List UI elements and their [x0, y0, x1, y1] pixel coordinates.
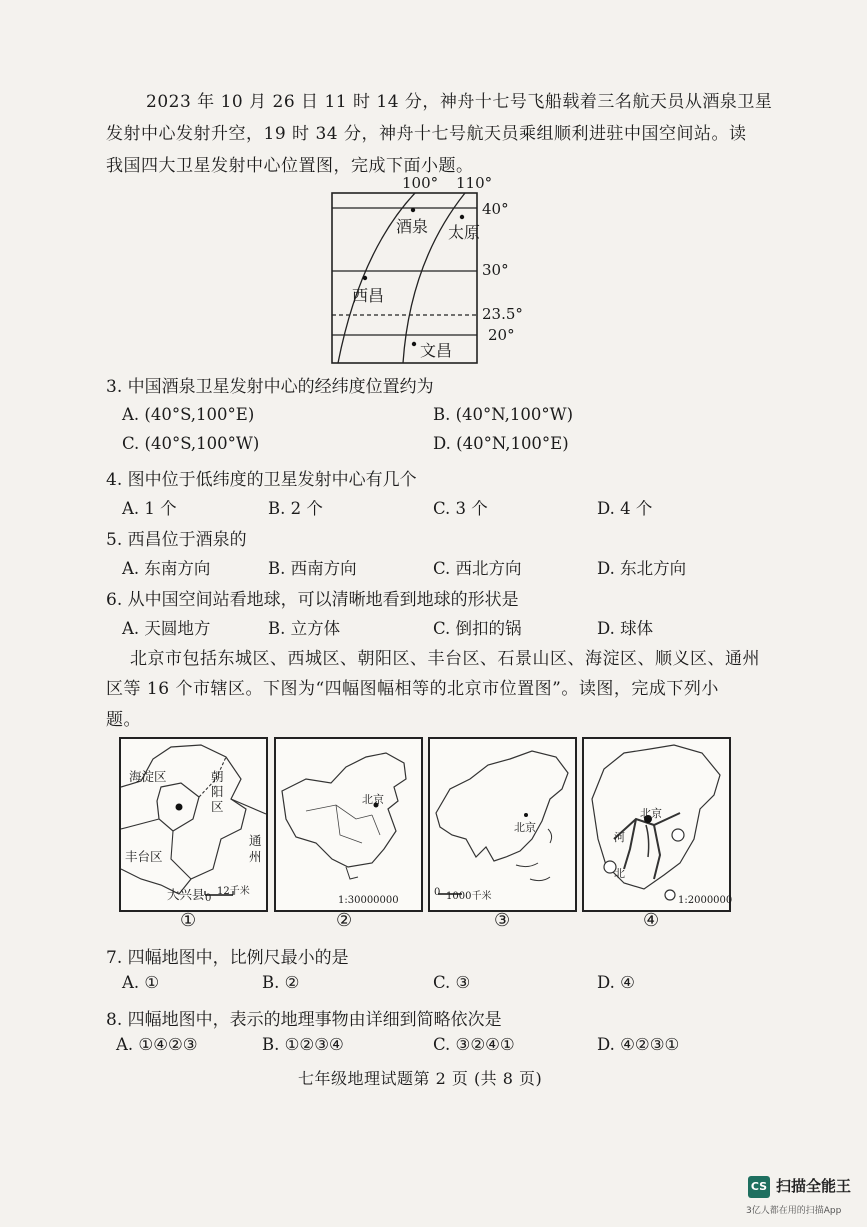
q8-option-d[interactable]: D. ④②③①	[597, 1035, 680, 1054]
he-label: 河	[614, 831, 625, 844]
chaoyang-label: 朝阳区	[211, 769, 224, 814]
q7-option-b[interactable]: B. ②	[262, 973, 300, 992]
scale-label-2: 1:30000000	[338, 895, 399, 906]
lat-20-label: 20°	[488, 326, 515, 344]
intro-line-3: 我国四大卫星发射中心位置图，完成下面小题。	[106, 156, 474, 176]
scanner-logo-icon: CS	[748, 1176, 770, 1198]
q7-option-a[interactable]: A. ①	[122, 973, 160, 992]
tongzhou-label-2: 州	[249, 849, 262, 864]
q4-option-c[interactable]: C. 3 个	[433, 499, 488, 518]
q5-option-c[interactable]: C. 西北方向	[433, 559, 522, 578]
scale-label-4: 1:2000000	[678, 895, 733, 906]
q6-option-d[interactable]: D. 球体	[597, 619, 654, 638]
tongzhou-label-1: 通	[249, 833, 262, 848]
scale-label-1: 12千米	[217, 886, 250, 897]
map-caption-3: ③	[494, 910, 511, 931]
lon-110-label: 110°	[456, 174, 493, 192]
taiyuan-label: 太原	[448, 223, 481, 242]
q3-option-d[interactable]: D. (40°N,100°E)	[433, 434, 569, 453]
lat-23-5-label: 23.5°	[482, 305, 523, 323]
scale-zero-label-3: 0	[434, 887, 441, 898]
intro2-line-1: 北京市包括东城区、西城区、朝阳区、丰台区、石景山区、海淀区、顺义区、通州	[130, 649, 760, 669]
q3-option-b[interactable]: B. (40°N,100°W)	[433, 405, 574, 424]
asia-map-graphic	[430, 739, 575, 910]
launch-center-map	[330, 172, 530, 367]
map-caption-1: ①	[180, 910, 197, 931]
map-caption-2: ②	[336, 910, 353, 931]
q4-stem: 4. 图中位于低纬度的卫星发射中心有几个	[106, 470, 417, 490]
fengtai-label: 丰台区	[125, 849, 163, 864]
beijing-label-4: 北京	[640, 807, 662, 820]
hebei-region-map	[582, 737, 731, 912]
q4-option-d[interactable]: D. 4 个	[597, 499, 653, 518]
intro2-line-2: 区等 16 个市辖区。下图为“四幅图幅相等的北京市位置图”。读图，完成下列小	[106, 679, 719, 699]
q6-option-b[interactable]: B. 立方体	[268, 619, 341, 638]
jiuquan-label: 酒泉	[396, 217, 429, 236]
lat-40-label: 40°	[482, 200, 509, 218]
q5-option-b[interactable]: B. 西南方向	[268, 559, 357, 578]
q7-stem: 7. 四幅地图中，比例尺最小的是	[106, 948, 349, 968]
haidian-label: 海淀区	[129, 769, 167, 784]
q3-stem: 3. 中国酒泉卫星发射中心的经纬度位置约为	[106, 377, 434, 397]
q6-option-a[interactable]: A. 天圆地方	[122, 619, 211, 638]
q5-option-d[interactable]: D. 东北方向	[597, 559, 687, 578]
scanner-app-tagline: 3亿人都在用的扫描App	[746, 1206, 842, 1216]
map-caption-4: ④	[643, 910, 660, 931]
q6-stem: 6. 从中国空间站看地球，可以清晰地看到地球的形状是	[106, 590, 519, 610]
intro-line-1: 2023 年 10 月 26 日 11 时 14 分，神舟十七号飞船载着三名航天员从酒泉卫星	[146, 92, 773, 112]
daxing-label: 大兴县	[167, 887, 205, 902]
scale-zero-label-1: 0	[205, 893, 212, 904]
lat-30-label: 30°	[482, 261, 509, 279]
scale-label-3: 1000千米	[446, 891, 492, 902]
page-footer: 七年级地理试题第 2 页 (共 8 页)	[298, 1069, 543, 1088]
q7-option-c[interactable]: C. ③	[433, 973, 471, 992]
bei-label: 北	[614, 867, 625, 880]
china-map	[274, 737, 423, 912]
q4-option-b[interactable]: B. 2 个	[268, 499, 323, 518]
xichang-label: 西昌	[352, 286, 385, 305]
asia-map	[428, 737, 577, 912]
intro-line-2: 发射中心发射升空，19 时 34 分，神舟十七号航天员乘组顺利进驻中国空间站。读	[106, 124, 747, 144]
q5-option-a[interactable]: A. 东南方向	[122, 559, 211, 578]
beijing-label-3: 北京	[514, 821, 536, 834]
q6-option-c[interactable]: C. 倒扣的锅	[433, 619, 522, 638]
q3-option-c[interactable]: C. (40°S,100°W)	[122, 434, 260, 453]
q8-option-c[interactable]: C. ③②④①	[433, 1035, 515, 1054]
hebei-map-graphic	[584, 739, 729, 910]
scanner-app-name: 扫描全能王	[776, 1177, 852, 1195]
wenchang-label: 文昌	[420, 341, 453, 360]
china-map-graphic	[276, 739, 421, 910]
q8-option-b[interactable]: B. ①②③④	[262, 1035, 344, 1054]
q3-option-a[interactable]: A. (40°S,100°E)	[122, 405, 255, 424]
beijing-district-map	[119, 737, 268, 912]
q5-stem: 5. 西昌位于酒泉的	[106, 530, 247, 550]
q8-option-a[interactable]: A. ①④②③	[116, 1035, 198, 1054]
beijing-label-2: 北京	[362, 793, 384, 806]
q7-option-d[interactable]: D. ④	[597, 973, 635, 992]
intro2-line-3: 题。	[106, 710, 141, 730]
q4-option-a[interactable]: A. 1 个	[122, 499, 177, 518]
lon-100-label: 100°	[402, 174, 439, 192]
q8-stem: 8. 四幅地图中，表示的地理事物由详细到简略依次是	[106, 1010, 502, 1030]
